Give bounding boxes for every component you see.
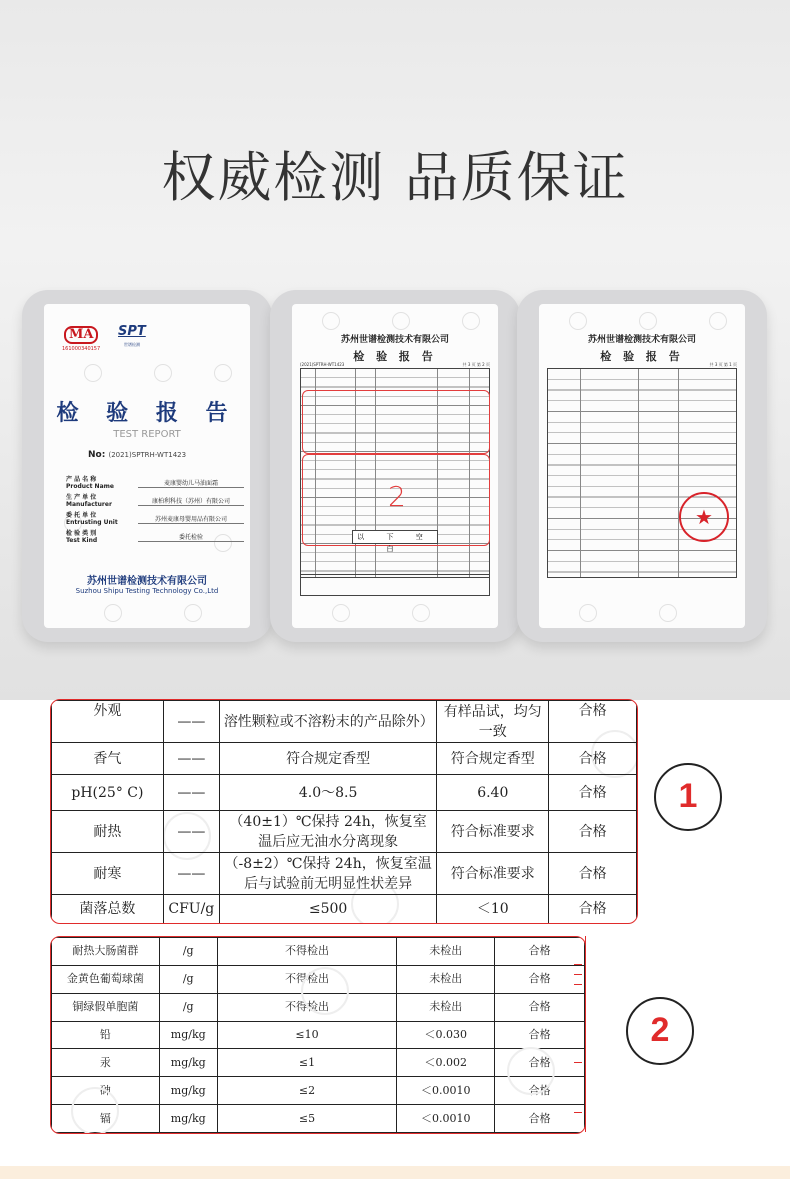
item-cell: 耐热 (52, 811, 164, 853)
table-row (52, 811, 637, 853)
table-row (52, 775, 637, 811)
results-org: 苏州世谱检测技术有限公司 (340, 335, 449, 345)
report-cover-page (44, 304, 250, 628)
unit-cell: —— (163, 743, 219, 775)
verdict-cell: 合格 (549, 811, 637, 853)
page-headline: 权威检测 品质保证 (161, 146, 629, 209)
requirement-cell: （-8±2）℃保持 24h，恢复室温后与试验前无明显性状差异 (219, 853, 437, 895)
results-table-2 (50, 936, 586, 1134)
watermark-icon (154, 364, 172, 382)
result-cell: ＜10 (437, 895, 549, 924)
cover-row-label: 生 产 单 位 (66, 494, 97, 501)
requirement-cell: ≤1 (217, 1049, 397, 1077)
cover-row-label-en: Test Kind (66, 537, 98, 544)
item-cell: 铅 (52, 1021, 160, 1049)
requirement-cell: 溶性颗粒或不溶粉末的产品除外） (219, 701, 437, 743)
ma-logo: MA (64, 326, 98, 344)
cover-row-label-en: Product Name (66, 483, 114, 490)
table-row (52, 853, 637, 895)
section-marker-2: 2 (626, 997, 694, 1065)
unit-cell: /g (159, 938, 217, 966)
item-cell: pH(25° C) (52, 775, 164, 811)
requirement-cell: （40±1）℃保持 24h，恢复室温后应无油水分离现象 (219, 811, 437, 853)
report-title-en: TEST REPORT (113, 429, 181, 440)
verdict-cell: 合格 (495, 993, 585, 1021)
requirement-cell: ≤5 (217, 1105, 397, 1133)
table-row (52, 1049, 585, 1077)
item-cell: 砷 (52, 1077, 160, 1105)
result-cell: ＜0.002 (397, 1049, 495, 1077)
verdict-cell: 合格 (495, 938, 585, 966)
requirement-cell: ≤10 (217, 1021, 397, 1049)
report-conclusion-card (517, 290, 767, 642)
verdict-cell: 合格 (495, 1077, 585, 1105)
requirement-cell: 4.0～8.5 (219, 775, 437, 811)
watermark-icon (301, 967, 349, 1015)
testing-org-name: 苏州世谱检测技术有限公司 (87, 576, 207, 587)
requirement-cell: ≤2 (217, 1077, 397, 1105)
result-cell: 6.40 (437, 775, 549, 811)
table-row (52, 1077, 585, 1105)
report-number-label: No: (88, 450, 106, 460)
unit-cell: mg/kg (159, 1077, 217, 1105)
unit-cell: —— (163, 775, 219, 811)
results-report-no: (2021)SPTRH-WT1423 (300, 362, 345, 367)
report-results-card (270, 290, 520, 642)
watermark-icon (71, 1087, 119, 1134)
report-cover-card (22, 290, 272, 642)
conclusion-page-no: 共 3 页 第 1 页 (709, 362, 737, 367)
table-row (52, 1021, 585, 1049)
bottom-strip (0, 1166, 790, 1179)
result-cell: 有样品试，均匀一致 (437, 701, 549, 743)
spt-logo: SPT (118, 324, 146, 339)
table-row (52, 743, 637, 775)
results-title: 检 验 报 告 (353, 350, 437, 363)
table-2-edge (585, 936, 586, 1132)
table-2-edge-marks (572, 942, 584, 1126)
watermark-icon (332, 604, 350, 622)
unit-cell: mg/kg (159, 1021, 217, 1049)
watermark-icon (412, 604, 430, 622)
spt-subtitle: 世谱检测 (124, 342, 140, 347)
watermark-icon (214, 364, 232, 382)
cover-row-label: 委 托 单 位 (66, 512, 97, 519)
requirement-cell: 符合规定香型 (219, 743, 437, 775)
conclusion-title: 检 验 报 告 (600, 350, 684, 363)
item-cell: 外观 (52, 701, 164, 743)
item-cell: 金黄色葡萄球菌 (52, 965, 160, 993)
results-page-no: 共 3 页 第 2 页 (462, 362, 490, 367)
conclusion-org: 苏州世谱检测技术有限公司 (587, 335, 696, 345)
cover-row-label: 检 验 类 别 (66, 530, 97, 537)
requirement-cell: 不得检出 (217, 938, 397, 966)
table-row (52, 701, 637, 743)
unit-cell: —— (163, 853, 219, 895)
report-conclusion-page (539, 304, 745, 628)
watermark-icon (392, 312, 410, 330)
watermark-icon (659, 604, 677, 622)
unit-cell: —— (163, 811, 219, 853)
testing-org-name-en: Suzhou Shipu Testing Technology Co.,Ltd (75, 587, 219, 595)
verdict-cell: 合格 (495, 1021, 585, 1049)
watermark-icon (84, 364, 102, 382)
watermark-icon (639, 312, 657, 330)
requirement-cell: 不得检出 (217, 965, 397, 993)
item-cell: 菌落总数 (52, 895, 164, 924)
table-row (52, 895, 637, 924)
verdict-cell: 合格 (495, 965, 585, 993)
conclusion-mini-table (547, 368, 737, 578)
watermark-icon (709, 312, 727, 330)
verdict-cell: 合格 (549, 853, 637, 895)
result-cell: 符合标准要求 (437, 811, 549, 853)
results-header (300, 362, 490, 367)
result-cell: ＜0.0010 (397, 1105, 495, 1133)
cover-row-value: 康柏利科技（苏州）有限公司 (138, 496, 244, 506)
unit-cell: mg/kg (159, 1049, 217, 1077)
highlight-box-1 (302, 390, 490, 454)
cover-row-label: 产 品 名 称 (66, 476, 97, 483)
requirement-cell: ≤500 (219, 895, 437, 924)
watermark-icon (322, 312, 340, 330)
verdict-cell: 合格 (495, 1049, 585, 1077)
table-row (52, 1105, 585, 1133)
verdict-cell: 合格 (549, 701, 637, 743)
watermark-icon (184, 604, 202, 622)
highlight-marker-2: 2 (388, 480, 406, 513)
ma-number: 161000340157 (62, 346, 101, 352)
requirement-cell: 不得检出 (217, 993, 397, 1021)
unit-cell: /g (159, 965, 217, 993)
result-cell: 未检出 (397, 993, 495, 1021)
verdict-cell: 合格 (549, 775, 637, 811)
watermark-icon (569, 312, 587, 330)
report-number-value: (2021)SPTRH-WT1423 (108, 451, 187, 459)
verdict-cell: 合格 (549, 743, 637, 775)
watermark-icon (104, 604, 122, 622)
watermark-icon (579, 604, 597, 622)
table-row (52, 938, 585, 966)
unit-cell: mg/kg (159, 1105, 217, 1133)
results-footnote (300, 574, 490, 596)
official-seal: ★ (679, 492, 729, 542)
result-cell: 未检出 (397, 965, 495, 993)
watermark-icon (462, 312, 480, 330)
section-marker-1: 1 (654, 763, 722, 831)
results-table-1 (50, 699, 638, 924)
verdict-cell: 合格 (549, 895, 637, 924)
report-title: 检 验 报 告 (56, 400, 238, 426)
item-cell: 耐热大肠菌群 (52, 938, 160, 966)
unit-cell: /g (159, 993, 217, 1021)
verdict-cell: 合格 (495, 1105, 585, 1133)
result-cell: 符合规定香型 (437, 743, 549, 775)
item-cell: 耐寒 (52, 853, 164, 895)
item-cell: 香气 (52, 743, 164, 775)
report-number (88, 450, 186, 460)
cover-row-value: 苏州麦康母婴用品有限公司 (138, 514, 244, 524)
item-cell: 镉 (52, 1105, 160, 1133)
result-cell: ＜0.030 (397, 1021, 495, 1049)
unit-cell: —— (163, 701, 219, 743)
unit-cell: CFU/g (163, 895, 219, 924)
result-cell: 未检出 (397, 938, 495, 966)
item-cell: 铜绿假单胞菌 (52, 993, 160, 1021)
cover-row-value: 麦康婴幼儿马油面霜 (138, 478, 244, 488)
blank-below-note: 以 下 空 白 (352, 530, 438, 544)
report-results-page (292, 304, 498, 628)
cover-row-label-en: Entrusting Unit (66, 519, 118, 526)
result-cell: 符合标准要求 (437, 853, 549, 895)
item-cell: 汞 (52, 1049, 160, 1077)
watermark-icon (507, 1047, 555, 1095)
cover-row-value: 委托检验 (138, 532, 244, 542)
cover-row-label-en: Manufacturer (66, 501, 112, 508)
result-cell: ＜0.0010 (397, 1077, 495, 1105)
